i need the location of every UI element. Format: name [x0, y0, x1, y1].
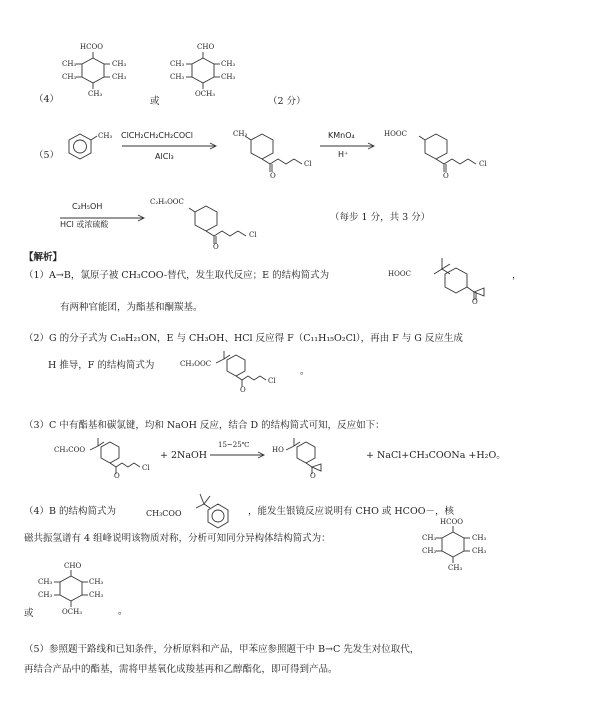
- structure-product2: [400, 122, 520, 180]
- p3-naoh: + 2NaOH: [160, 450, 208, 461]
- mol-a-top: HCOO: [80, 43, 103, 51]
- mol-b-l1: CH₃: [170, 60, 185, 68]
- analysis-p4-line2: 磁共振氢谱有 4 组峰说明该物质对称，分析可知同分异构体结构简式为：: [24, 533, 331, 544]
- iso-a-r2: CH₃: [472, 547, 487, 555]
- c-cl: Cl: [142, 464, 150, 472]
- analysis-p2-line2: H 推导，F 的结构简式为: [48, 360, 155, 371]
- iso-b-l2: CH₃: [38, 591, 53, 599]
- f-o: O: [240, 386, 246, 394]
- arrow3-catalyst: HCl 或浓硫酸: [60, 220, 109, 229]
- analysis-p4-line1-end: ，能发生银镜反应说明有 CHO 或 HCOO－，核: [248, 506, 455, 517]
- analysis-p1-line1: （1）A→B，氯原子被 CH₃COO-替代，发生取代反应；E 的结构简式为: [24, 270, 330, 281]
- part4-or: 或: [150, 96, 160, 107]
- mol-b-top: CHO: [197, 43, 215, 51]
- part4-score: （2 分）: [268, 96, 306, 107]
- structure-e-compound: [420, 252, 520, 312]
- analysis-p2-end: 。: [300, 366, 310, 377]
- iso-b-l1: CH₃: [38, 578, 53, 586]
- c-o: O: [114, 472, 120, 480]
- arrow1-reagent: ClCH₂CH₂CH₂COCl: [121, 131, 193, 140]
- iso-b-r1: CH₃: [89, 578, 104, 586]
- mol-a-bottom: CH₃: [88, 90, 103, 98]
- mol-a-r2: CH₃: [112, 73, 127, 81]
- iso-b-top: CHO: [64, 562, 82, 570]
- iso-a-bottom: CH₃: [448, 564, 463, 572]
- d-ho: HO: [272, 446, 284, 454]
- arrow-4: [208, 449, 268, 461]
- mol-b-r2: CH₃: [221, 73, 236, 81]
- analysis-p4-end: 。: [118, 606, 128, 617]
- mol-a-l1: CH₃: [62, 60, 77, 68]
- part5-number: （5）: [34, 150, 60, 161]
- analysis-header: 【解析】: [24, 252, 63, 263]
- p2-cl: Cl: [479, 160, 487, 168]
- iso-a-l2: CH₃: [422, 547, 437, 555]
- mol-a-l2: CH₃: [62, 73, 77, 81]
- iso-b-bottom: OCH₃: [62, 608, 83, 616]
- p1-ch3: CH₃: [233, 130, 248, 138]
- b-ester: CH₃COO: [146, 509, 182, 518]
- p1-o: O: [270, 172, 276, 180]
- p3-cl: Cl: [249, 231, 257, 239]
- d-o: O: [310, 472, 316, 480]
- analysis-p5-line2: 再结合产品中的酯基，需将甲基氧化成羧基再和乙醇酯化，即可得到产品。: [24, 664, 338, 675]
- p3-products: + NaCl+CH₃COONa +H₂O。: [366, 450, 506, 461]
- iso-a-l1: CH₃: [422, 534, 437, 542]
- part5-score: （每步 1 分，共 3 分）: [330, 212, 431, 223]
- analysis-p2-line1: （2）G 的分子式为 C₁₆H₂₁ON，E 与 CH₃OH、HCl 反应得 F（C₁₁H₁₅O₂Cl），再由 F 与 G 反应生成: [24, 333, 463, 344]
- p3-o: O: [213, 243, 219, 251]
- structure-c-compound: [52, 432, 172, 480]
- analysis-p1-line2: 有两种官能团，为酯基和酮羰基。: [60, 302, 203, 313]
- p3-temperature: 15~25℃: [218, 441, 250, 449]
- iso-b-r2: CH₃: [89, 591, 104, 599]
- iso-a-top: HCOO: [440, 518, 463, 526]
- structure-f-compound: [178, 345, 298, 393]
- analysis-p1-comma: ，: [512, 270, 522, 281]
- p1-cl: Cl: [304, 160, 312, 168]
- p2-hooc: HOOC: [384, 130, 407, 138]
- structure-d-compound: [272, 432, 362, 480]
- f-ester: CH₃OOC: [180, 360, 212, 368]
- analysis-p3-line1: （3）C 中有酯基和碳氯键，均和 NaOH 反应，结合 D 的结构简式可知，反应如下：: [24, 420, 385, 431]
- analysis-p5-line1: （5）参照题干路线和已知条件，分析原料和产品，甲苯应参照题干中 B→C 先发生对位取代，: [24, 644, 420, 655]
- e-hooc: HOOC: [388, 270, 411, 278]
- arrow3-reagent: C₂H₅OH: [72, 202, 103, 211]
- e-o: O: [472, 298, 478, 306]
- arrow2-reagent: KMnO₄: [328, 131, 355, 140]
- arrow2-condition: H⁺: [338, 150, 349, 159]
- iso-a-r1: CH₃: [472, 534, 487, 542]
- mol-b-l2: CH₃: [170, 73, 185, 81]
- part4-number: （4）: [34, 94, 60, 105]
- arrow1-catalyst: AlCl₃: [155, 152, 174, 161]
- p2-o: O: [443, 172, 449, 180]
- mol-b-bottom: OCH₃: [195, 90, 216, 98]
- mol-b-r1: CH₃: [221, 60, 236, 68]
- toluene-ch3: CH₃: [98, 132, 113, 140]
- analysis-p4-or: 或: [24, 608, 34, 619]
- f-cl: Cl: [268, 377, 276, 385]
- mol-a-r1: CH₃: [112, 60, 127, 68]
- c-ester: CH₃COO: [54, 446, 86, 454]
- arrow-1: [120, 140, 220, 152]
- p3-ester: C₂H₅OOC: [150, 198, 184, 206]
- structure-product3: [170, 194, 290, 252]
- analysis-p4-pre: （4）B 的结构简式为: [24, 506, 117, 517]
